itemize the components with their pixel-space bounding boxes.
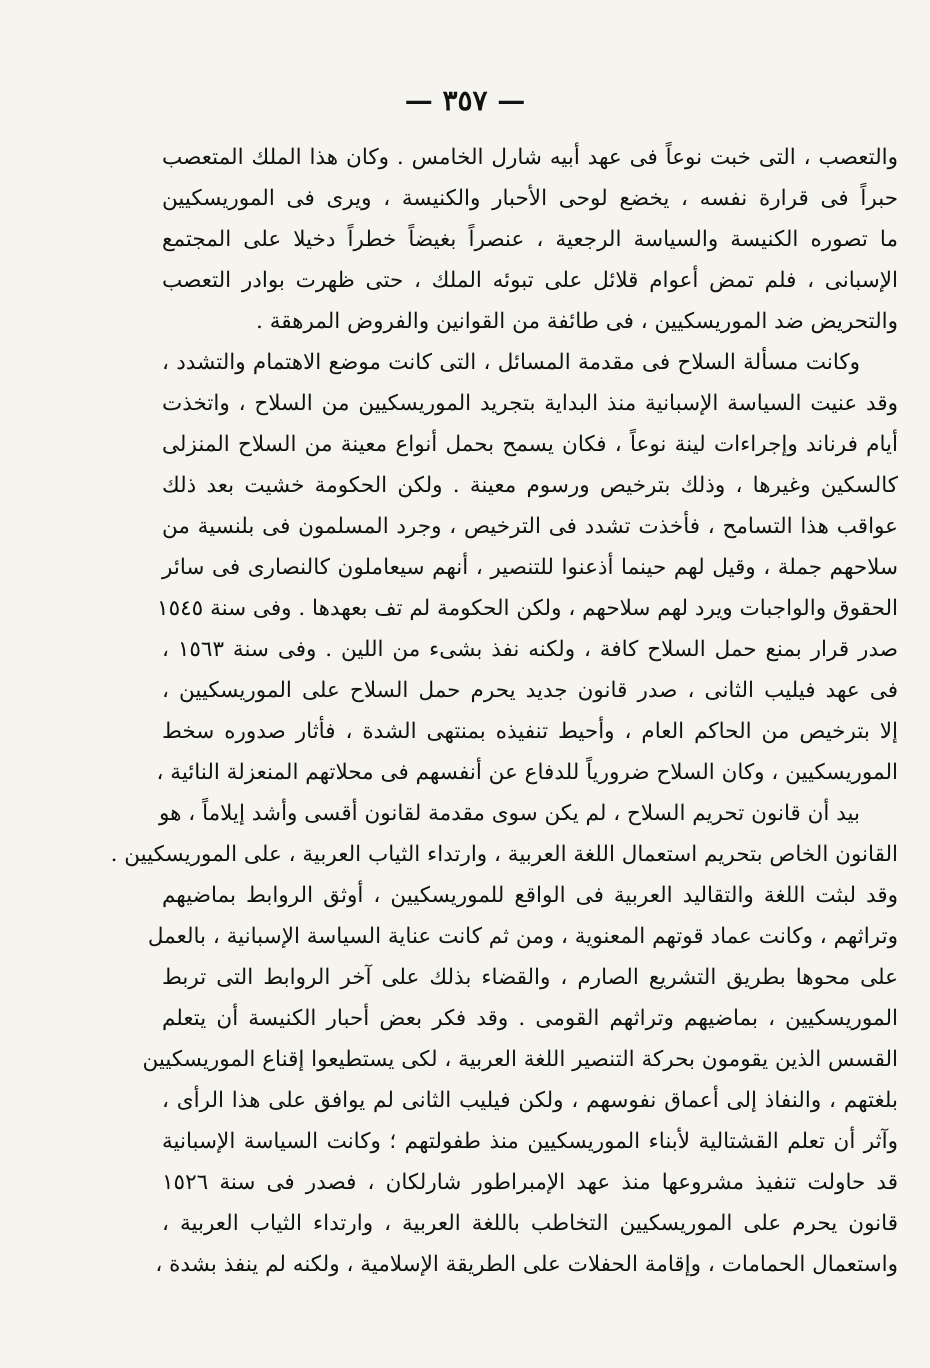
text-line: الإسبانى ، فلم تمض أعوام قلائل على تبوئه الملك ، حتى ظهرت بوادر التعصب	[162, 268, 898, 293]
text-line: كالسكين وغيرها ، وذلك بترخيص ورسوم معينة . ولكن الحكومة خشيت بعد ذلك	[162, 473, 898, 498]
text-line: وقد عنيت السياسة الإسبانية منذ البداية بتجريد الموريسكيين من السلاح ، واتخذت	[162, 391, 898, 416]
text-line: عواقب هذا التسامح ، فأخذت تشدد فى الترخيص ، وجرد المسلمون فى بلنسية من	[162, 514, 898, 539]
text-line: سلاحهم جملة ، وقيل لهم حينما أذعنوا للتنصير ، أنهم سيعاملون كالنصارى فى سائر	[162, 555, 898, 580]
text-line: وقد لبثت اللغة والتقاليد العربية فى الواقع للموريسكيين ، أوثق الروابط بماضيهم	[162, 883, 898, 908]
text-line: صدر قرار بمنع حمل السلاح كافة ، ولكنه نفذ بشىء من اللين . وفى سنة ١٥٦٣ ،	[162, 637, 898, 662]
text-line: على محوها بطريق التشريع الصارم ، والقضاء بذلك على آخر الروابط التى تربط	[162, 965, 898, 990]
text-line: وتراثهم ، وكانت عماد قوتهم المعنوية ، ومن ثم كانت عناية السياسة الإسبانية ، بالعمل	[147, 924, 898, 949]
text-line: قد حاولت تنفيذ مشروعها منذ عهد الإمبراطور شارلكان ، فصدر فى سنة ١٥٢٦	[162, 1170, 898, 1195]
text-line: ما تصوره الكنيسة والسياسة الرجعية ، عنصراً بغيضاً خطراً دخيلا على المجتمع	[162, 227, 898, 252]
text-line: فى عهد فيليب الثانى ، صدر قانون جديد يحرم حمل السلاح على الموريسكيين ،	[162, 678, 898, 703]
text-line: الحقوق والواجبات ويرد لهم سلاحهم ، ولكن الحكومة لم تف بعهدها . وفى سنة ١٥٤٥	[157, 596, 898, 621]
text-line: وآثر أن تعلم القشتالية لأبناء الموريسكيين منذ طفولتهم ؛ وكانت السياسة الإسبانية	[162, 1129, 898, 1154]
text-line: حبراً فى قرارة نفسه ، يخضع لوحى الأحبار والكنيسة ، ويرى فى الموريسكيين	[162, 186, 898, 211]
text-line: والتعصب ، التى خبت نوعاً فى عهد أبيه شارل الخامس . وكان هذا الملك المتعصب	[162, 145, 898, 170]
text-line: بلغتهم ، والنفاذ إلى أعماق نفوسهم ، ولكن فيليب الثانى لم يوافق على هذا الرأى ،	[162, 1088, 898, 1113]
text-line: واستعمال الحمامات ، وإقامة الحفلات على الطريقة الإسلامية ، ولكنه لم ينفذ بشدة ،	[155, 1252, 898, 1277]
text-line: الموريسكيين ، وكان السلاح ضرورياً للدفاع عن أنفسهم فى محلاتهم المنعزلة النائية ،	[156, 760, 898, 785]
text-line: القانون الخاص بتحريم استعمال اللغة العربية ، وارتداء الثياب العربية ، على الموريسكيين .	[110, 842, 898, 867]
text-line: قانون يحرم على الموريسكيين التخاطب باللغة العربية ، وارتداء الثياب العربية ،	[162, 1211, 898, 1236]
text-line: الموريسكيين ، بماضيهم وتراثهم القومى . وقد فكر بعض أحبار الكنيسة أن يتعلم	[162, 1006, 898, 1031]
page-number: — ٣٥٧ —	[404, 84, 526, 117]
text-line: بيد أن قانون تحريم السلاح ، لم يكن سوى مقدمة لقانون أقسى وأشد إيلاماً ، هو	[159, 801, 860, 826]
body-text	[110, 137, 898, 1285]
text-line: والتحريض ضد الموريسكيين ، فى طائفة من القوانين والفروض المرهقة .	[256, 309, 898, 334]
text-line: القسس الذين يقومون بحركة التنصير اللغة العربية ، لكى يستطيعوا إقناع الموريسكيين	[142, 1047, 898, 1072]
text-line: وكانت مسألة السلاح فى مقدمة المسائل ، التى كانت موضع الاهتمام والتشدد ،	[162, 350, 860, 375]
text-line: أيام فرناند وإجراءات لينة نوعاً ، فكان يسمح بحمل أنواع معينة من السلاح المنزلى	[162, 432, 898, 457]
text-line: إلا بترخيص من الحاكم العام ، وأحيط تنفيذه بمنتهى الشدة ، فأثار صدوره سخط	[162, 719, 898, 744]
